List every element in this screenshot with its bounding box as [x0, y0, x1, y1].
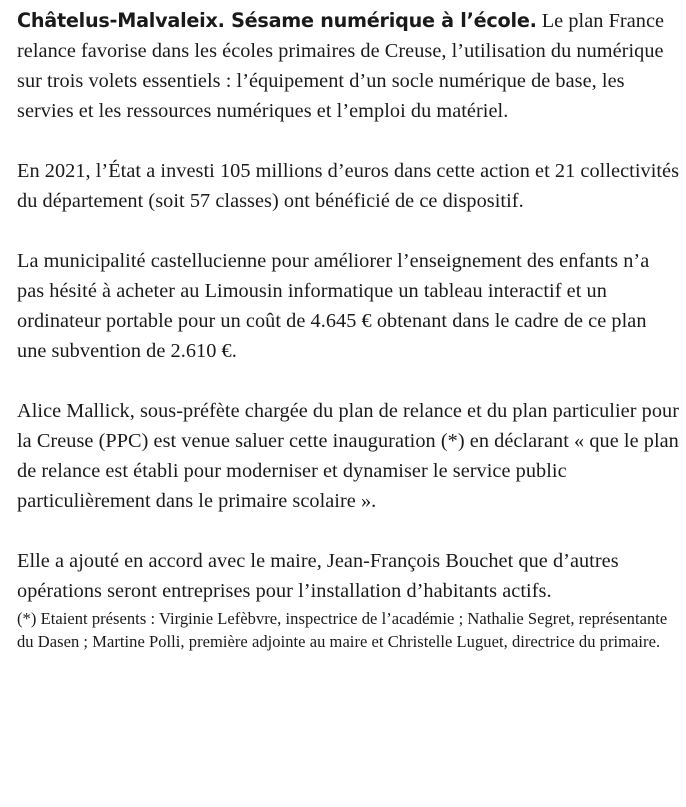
- paragraph-investment: En 2021, l’État a investi 105 millions d’euros dans cette action et 21 collectivités du département (soit 57 classes) ont bénéficié de ce dispositif.: [17, 160, 680, 212]
- lead-paragraph: [17, 6, 681, 126]
- lead-text: Le plan France relance favorise dans les écoles primaires de Creuse, l’utilisation du numérique sur trois volets essentiels : l’équipement d’un socle numérique de base, les servies et les ressources numériques et l’emploi du matériel.: [17, 10, 665, 122]
- article-body: [17, 6, 681, 653]
- paragraph-sub-prefect: Alice Mallick, sous-préfète chargée du plan de relance et du plan particulier pour la Creuse (PPC) est venue saluer cette inauguration (*) en déclarant « que le plan de relance est établi pour moderniser et dynamiser le service public particulièrement dans le primaire scolaire ».: [17, 400, 680, 512]
- paragraph-mayor: Elle a ajouté en accord avec le maire, Jean-François Bouchet que d’autres opérations seront entreprises pour l’installation d’habitants actifs.: [17, 550, 619, 602]
- article-headline: Châtelus-Malvaleix. Sésame numérique à l’école.: [17, 9, 537, 32]
- paragraph-municipality: La municipalité castellucienne pour améliorer l’enseignement des enfants n’a pas hésité à acheter au Limousin informatique un tableau interactif et un ordinateur portable pour un coût de 4.645 € obtenant dans le cadre de ce plan une subvention de 2.610 €.: [17, 250, 650, 362]
- attendees-footnote: (*) Etaient présents : Virginie Lefèbvre, inspectrice de l’académie ; Nathalie Segret, représentante du Dasen ; Martine Polli, première adjointe au maire et Christelle Luguet, directrice du primaire.: [17, 609, 668, 651]
